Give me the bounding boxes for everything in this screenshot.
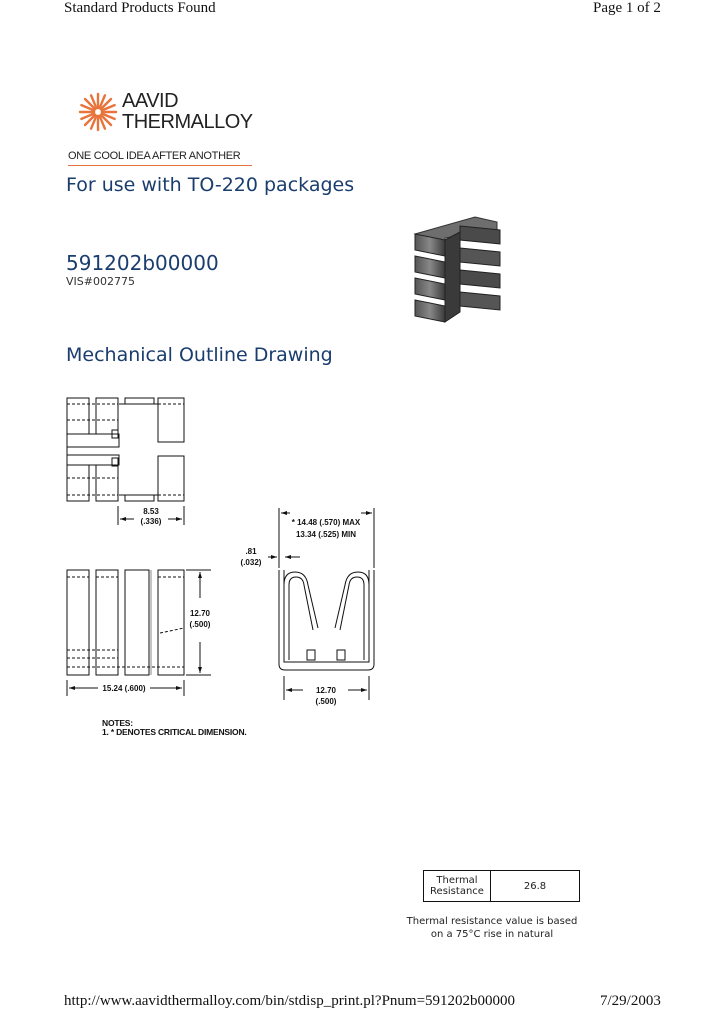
notes-title: NOTES: bbox=[102, 718, 133, 728]
drawing-title: Mechanical Outline Drawing bbox=[66, 344, 333, 366]
thermal-resistance-label: Thermal Resistance bbox=[424, 871, 491, 902]
dim-thickness-mm: .81 bbox=[245, 547, 257, 556]
print-footer-url: http://www.aavidthermalloy.com/bin/stdisp_print.pl?Pnum=591202b00000 bbox=[64, 993, 516, 1009]
dim-front-min: 13.34 (.525) MIN bbox=[295, 530, 357, 539]
brand-tagline: ONE COOL IDEA AFTER ANOTHER bbox=[68, 150, 241, 162]
print-footer-date: 7/29/2003 bbox=[600, 993, 661, 1009]
dim-thickness-in: (.032) bbox=[240, 558, 262, 567]
brand-line-1: AAVID bbox=[122, 90, 179, 112]
dim-front-base-mm: 12.70 bbox=[315, 686, 337, 695]
dim-side-height-mm: 12.70 bbox=[189, 609, 211, 618]
tagline-divider bbox=[68, 165, 252, 166]
brand-line-2: THERMALLOY bbox=[122, 111, 253, 133]
note-item: 1. * DENOTES CRITICAL DIMENSION. bbox=[102, 727, 247, 737]
dim-top-width-mm: 8.53 bbox=[143, 507, 159, 516]
dim-front-max: * 14.48 (.570) MAX bbox=[291, 518, 361, 527]
sunburst-logo-icon bbox=[78, 92, 118, 132]
drawing-notes bbox=[102, 719, 247, 737]
heatsink-clip-photo bbox=[405, 212, 505, 330]
thermal-resistance-value: 26.8 bbox=[491, 871, 580, 902]
dim-front-base-in: (.500) bbox=[315, 697, 337, 706]
thermal-resistance-note: Thermal resistance value is based on a 75°C rise in natural bbox=[406, 916, 578, 940]
product-subtitle: For use with TO-220 packages bbox=[66, 174, 355, 196]
print-header-title: Standard Products Found bbox=[64, 0, 216, 16]
part-number: 591202b00000 bbox=[66, 251, 219, 275]
print-header-page: Page 1 of 2 bbox=[593, 0, 661, 16]
thermal-resistance-table bbox=[423, 870, 580, 902]
dim-side-width: 15.24 (.600) bbox=[102, 684, 146, 693]
vis-number: VIS#002775 bbox=[66, 275, 135, 288]
dim-top-width-in: (.336) bbox=[140, 517, 162, 526]
dim-side-height-in: (.500) bbox=[189, 620, 211, 629]
brand-name bbox=[122, 91, 253, 133]
